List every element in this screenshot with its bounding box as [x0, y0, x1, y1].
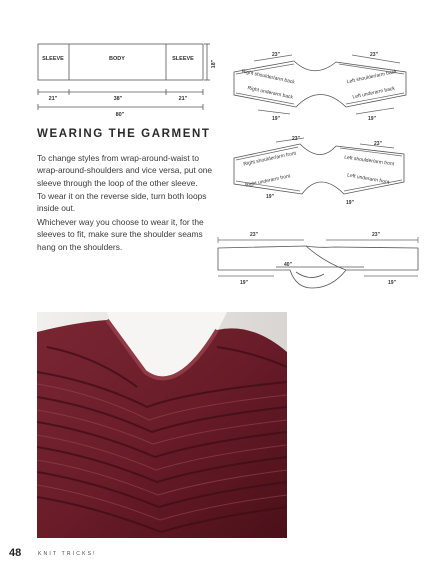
- back-left-shoulder: Left shoulder/arm back: [346, 68, 398, 86]
- schematic-outline: [38, 44, 203, 80]
- sleeve-left-label: SLEEVE: [42, 56, 64, 62]
- total-width: 80": [115, 112, 125, 118]
- diagram-front: [224, 132, 414, 208]
- height-measure: 18": [211, 59, 217, 69]
- paragraph-2: To wear it on the reverse side, turn both loops inside out.: [37, 191, 207, 214]
- sleeve-left-width: 21": [48, 96, 58, 102]
- front-left-top-measure: 23": [292, 136, 300, 142]
- back-shape: [234, 61, 406, 107]
- flat-right-top-measure: 23": [372, 232, 380, 238]
- back-right-bottom-measure: 19": [368, 116, 376, 122]
- front-right-shoulder: Right shoulder/arm front: [242, 150, 297, 168]
- page-number: 48: [9, 547, 22, 559]
- front-shape: [234, 144, 404, 194]
- garment-photo: [37, 312, 287, 538]
- back-left-bottom-measure: 19": [272, 116, 280, 122]
- flat-left-top-measure: 23": [250, 232, 258, 238]
- flat-left-bottom-measure: 19": [240, 280, 248, 286]
- body-label: BODY: [109, 56, 125, 62]
- front-left-underarm: Left underarm front: [346, 172, 390, 186]
- diagram-back: [224, 52, 414, 122]
- flat-right-bottom-measure: 19": [388, 280, 396, 286]
- back-right-underarm: Right underarm back: [246, 85, 294, 101]
- section-heading: WEARING THE GARMENT: [37, 128, 211, 140]
- front-right-bottom-measure: 19": [346, 200, 354, 206]
- book-title: KNIT TRICKS!: [38, 551, 97, 557]
- knit-wrap-illustration: [37, 312, 287, 538]
- back-right-top-measure: 23": [370, 52, 378, 58]
- front-right-top-measure: 23": [374, 141, 382, 147]
- back-right-shoulder: Right shoulder/arm back: [241, 68, 296, 86]
- body-width: 38": [113, 96, 123, 102]
- front-left-shoulder: Left shoulder/arm front: [343, 154, 395, 168]
- back-left-top-measure: 23": [272, 52, 280, 58]
- paragraph-3: Whichever way you choose to wear it, for the sleeves to fit, make sure the shoulder seams hang on the shoulders.: [37, 217, 204, 252]
- back-left-underarm: Left underarm back: [352, 85, 396, 101]
- paragraph-1: To change styles from wrap-around-waist to wrap-around-shoulders and vice versa, put one sleeve through the loop of the other sleeve.: [37, 153, 213, 188]
- garment-schematic: [28, 36, 224, 128]
- flat-center-measure: 40": [284, 262, 292, 268]
- sleeve-right-label: SLEEVE: [172, 56, 194, 62]
- sleeve-right-width: 21": [178, 96, 188, 102]
- diagram-flat: [214, 226, 424, 298]
- front-left-bottom-measure: 19": [266, 194, 274, 200]
- front-right-underarm: Right underarm front: [244, 173, 291, 189]
